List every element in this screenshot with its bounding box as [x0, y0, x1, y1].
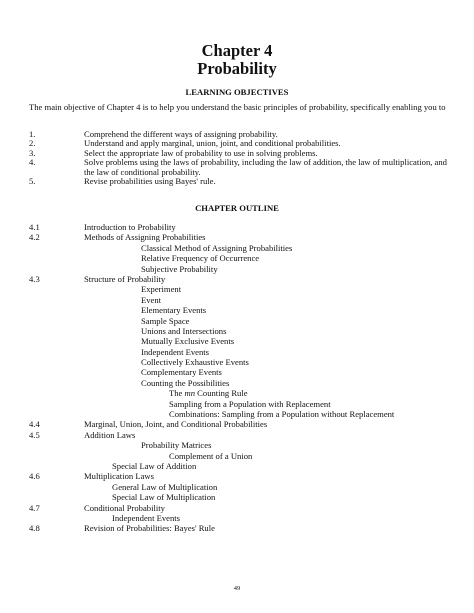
outline-item-text: Unions and Intersections [141, 325, 227, 336]
objective-number: 1. [29, 129, 36, 139]
outline-item-text: Complementary Events [141, 367, 222, 378]
outline-section-number: 4.4 [29, 419, 40, 430]
outline-item [29, 378, 449, 388]
outline-item-text: The mn Counting Rule [169, 388, 248, 399]
outline-item [29, 336, 449, 346]
outline-item-text: General Law of Multiplication [112, 481, 218, 492]
objectives-list [29, 130, 449, 186]
outline-item-text: Marginal, Union, Joint, and Conditional Probabilities [84, 419, 268, 430]
outline-item-text: Independent Events [141, 346, 210, 357]
outline-item-text: Relative Frequency of Occurrence [141, 253, 260, 264]
outline-item-text: Combinations: Sampling from a Population without Replacement [169, 409, 395, 420]
outline-item [29, 492, 449, 502]
page-number: 49 [233, 585, 241, 592]
outline-item [29, 399, 449, 409]
outline-item-text: Special Law of Multiplication [112, 492, 216, 503]
outline-item-text: Methods of Assigning Probabilities [84, 232, 206, 243]
outline-item-text: Subjective Probability [141, 263, 218, 274]
outline-item-text: Independent Events [112, 512, 181, 523]
chapter-label: Chapter 4 [201, 41, 273, 60]
outline-section-number: 4.6 [29, 471, 40, 482]
outline-item-text: Multiplication Laws [84, 471, 154, 482]
outline-item-text: Special Law of Addition [112, 460, 197, 471]
outline-item [29, 326, 449, 336]
outline-item-text: Complement of a Union [169, 450, 253, 461]
outline-item-text: Collectively Exhaustive Events [141, 357, 249, 368]
objective-number: 2. [29, 138, 36, 149]
outline-section-number: 4.3 [29, 273, 40, 284]
objective-number: 4. [29, 157, 36, 168]
outline-item [29, 274, 449, 284]
outline-item-text: Sampling from a Population with Replacement [169, 398, 331, 409]
outline-section-number: 4.1 [29, 222, 40, 232]
intro-paragraph: The main objective of Chapter 4 is to help you understand the basic principles of probability, specifically enabling you to [29, 102, 446, 112]
outline-item [29, 316, 449, 326]
outline-item [29, 347, 449, 357]
outline-item-text: Probability Matrices [141, 440, 212, 451]
outline-section-number: 4.7 [29, 502, 40, 513]
outline-item [29, 471, 449, 481]
objective-number: 5. [29, 176, 36, 187]
outline-item-text: Mutually Exclusive Events [141, 336, 235, 347]
outline-item [29, 357, 449, 367]
objective-text: Comprehend the different ways of assigning probability. [84, 129, 278, 139]
objective-number: 3. [29, 147, 36, 158]
objective-text: Select the appropriate law of probability to use in solving problems. [84, 147, 318, 158]
outline-item [29, 482, 449, 492]
outline-item [29, 222, 449, 232]
outline-item [29, 440, 449, 450]
outline-item [29, 388, 449, 398]
objectives-heading: LEARNING OBJECTIVES [185, 87, 289, 97]
outline-item-text: Sample Space [141, 315, 190, 326]
outline-item-text: Classical Method of Assigning Probabilities [141, 242, 293, 253]
outline-item [29, 430, 449, 440]
objective-text: Understand and apply marginal, union, joint, and conditional probabilities. [84, 138, 341, 149]
outline-item-text: Addition Laws [84, 429, 136, 440]
outline-item-text: Revision of Probabilities: Bayes' Rule [84, 523, 215, 534]
outline-item [29, 264, 449, 274]
objective-item [29, 158, 449, 177]
outline-item-text: Conditional Probability [84, 502, 165, 513]
outline-item [29, 367, 449, 377]
outline-item [29, 232, 449, 242]
chapter-outline [29, 222, 449, 534]
outline-section-number: 4.8 [29, 523, 40, 534]
outline-item-text: Structure of Probability [84, 273, 166, 284]
outline-section-number: 4.2 [29, 232, 40, 243]
outline-item-text: Elementary Events [141, 305, 207, 316]
outline-item-text: Introduction to Probability [84, 222, 176, 232]
outline-item [29, 461, 449, 471]
outline-item [29, 243, 449, 253]
outline-item [29, 295, 449, 305]
outline-item [29, 284, 449, 294]
outline-item [29, 451, 449, 461]
outline-section-number: 4.5 [29, 429, 40, 440]
outline-item [29, 305, 449, 315]
objective-text: Revise probabilities using Bayes' rule. [84, 176, 216, 187]
chapter-title: Probability [197, 59, 277, 78]
outline-item-text: Counting the Possibilities [141, 377, 230, 388]
objective-text: Solve problems using the laws of probability, including the law of addition, the law of multiplication, and the law of conditional probability. [84, 157, 447, 177]
outline-item-text: Event [141, 294, 162, 305]
outline-item [29, 513, 449, 523]
outline-item [29, 409, 449, 419]
outline-item [29, 523, 449, 533]
outline-heading: CHAPTER OUTLINE [195, 203, 279, 213]
outline-item [29, 253, 449, 263]
outline-item-text: Experiment [141, 284, 182, 295]
outline-item [29, 419, 449, 429]
outline-item [29, 503, 449, 513]
objective-item [29, 177, 449, 186]
